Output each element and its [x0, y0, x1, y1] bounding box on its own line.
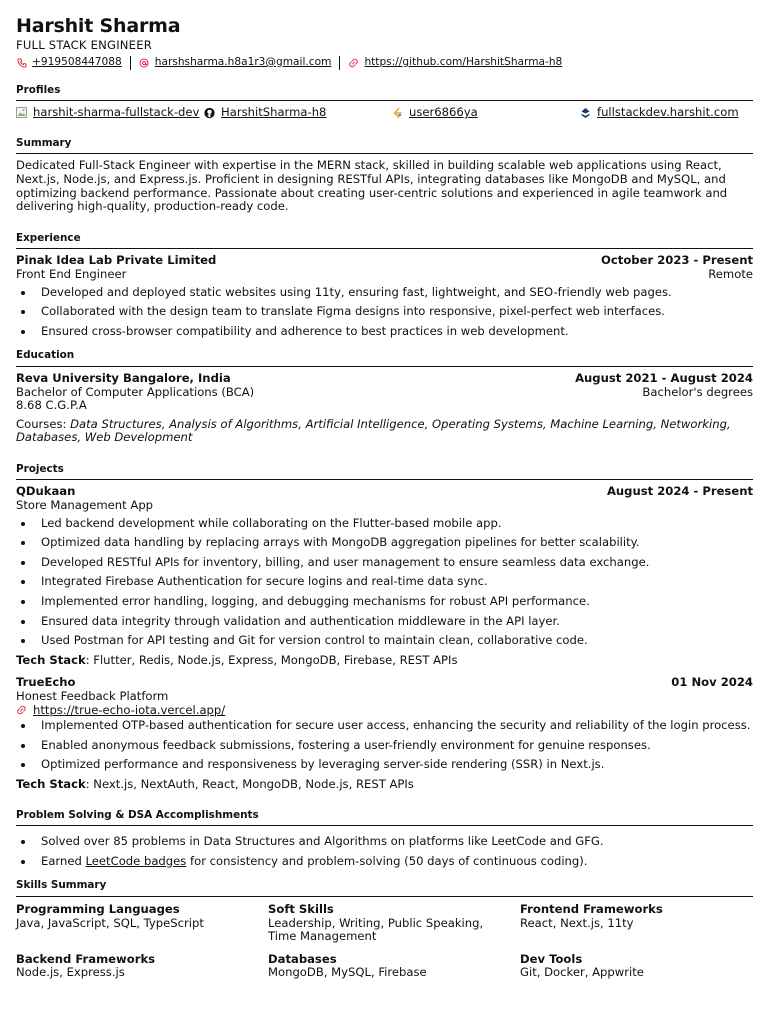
github-icon — [204, 107, 215, 118]
project-entry — [16, 676, 753, 791]
education-score: 8.68 C.G.P.A — [16, 398, 87, 413]
experience-dates: October 2023 - Present — [601, 253, 753, 268]
skill-group-value: Git, Docker, Appwrite — [520, 965, 644, 980]
phone-icon — [16, 57, 27, 68]
project-live-link[interactable]: https://true-echo-iota.vercel.app/ — [33, 702, 226, 717]
dsa-bullets — [16, 835, 753, 868]
link-icon — [348, 57, 359, 68]
project-subtitle: Honest Feedback Platform — [16, 689, 169, 703]
portfolio-icon — [580, 107, 591, 118]
dsa-section-title: Problem Solving & DSA Accomplishments — [16, 809, 753, 827]
project-bullets — [16, 517, 753, 648]
linkedin-broken-image-icon — [16, 107, 27, 118]
company-name: Pinak Idea Lab Private Limited — [16, 253, 217, 268]
summary-section-title: Summary — [16, 137, 753, 155]
portfolio-profile-link[interactable]: fullstackdev.harshit.com — [597, 105, 739, 120]
list-item — [16, 855, 753, 869]
education-courses — [16, 418, 753, 445]
contact-email[interactable] — [139, 56, 332, 70]
tech-stack-value: : Next.js, NextAuth, React, MongoDB, Node.js, REST APIs — [85, 776, 414, 791]
education-subheader — [16, 386, 753, 400]
skill-group-title: Soft Skills — [268, 901, 334, 916]
skill-group-title: Dev Tools — [520, 951, 583, 966]
email-link[interactable]: harshsharma.h8a1r3@gmail.com — [154, 55, 332, 68]
list-item: Implemented error handling, logging, and debugging mechanisms for robust API performance. — [16, 595, 753, 609]
profile-linkedin[interactable] — [16, 106, 204, 120]
profile-portfolio[interactable] — [580, 106, 753, 120]
project-bullets — [16, 719, 753, 772]
skill-group — [16, 953, 268, 980]
education-section-title: Education — [16, 349, 753, 367]
skill-group — [268, 903, 520, 944]
skill-group — [16, 903, 268, 944]
education-entry — [16, 372, 753, 445]
candidate-name: Harshit Sharma — [16, 15, 181, 37]
experience-bullets — [16, 286, 753, 339]
skill-group-title: Programming Languages — [16, 901, 180, 916]
project-entry — [16, 485, 753, 667]
list-item: Led backend development while collaborating on the Flutter-based mobile app. — [16, 517, 753, 531]
job-location: Remote — [708, 266, 753, 281]
link-icon — [16, 705, 27, 716]
education-dates: August 2021 - August 2024 — [575, 370, 753, 385]
contact-divider — [130, 56, 131, 70]
project-dates: 01 Nov 2024 — [671, 675, 753, 690]
tech-stack-value: : Flutter, Redis, Node.js, Express, MongoDB, Firebase, REST APIs — [85, 652, 458, 667]
job-title: Front End Engineer — [16, 266, 127, 281]
skill-group-title: Backend Frameworks — [16, 951, 156, 966]
school-name: Reva University Bangalore, India — [16, 370, 231, 385]
list-item: Ensured data integrity through validation and authentication middleware in the API layer. — [16, 615, 753, 629]
resume-page — [16, 14, 753, 980]
project-name: TrueEcho — [16, 675, 76, 690]
profiles-list — [16, 106, 753, 120]
profiles-section-title: Profiles — [16, 84, 753, 102]
leetcode-badges-link[interactable]: LeetCode badges — [85, 853, 187, 868]
skill-group-value: Leadership, Writing, Public Speaking, Time Management — [268, 915, 484, 944]
list-item: Developed RESTful APIs for inventory, billing, and user management to ensure seamless data exchange. — [16, 556, 753, 570]
leetcode-icon — [392, 107, 403, 118]
project-header — [16, 676, 753, 690]
website-link[interactable]: https://github.com/HarshitSharma-h8 — [364, 55, 563, 68]
contact-phone[interactable] — [16, 56, 122, 70]
dsa-bullet-suffix: for consistency and problem-solving (50 days of continuous coding). — [186, 853, 588, 868]
contact-website[interactable] — [348, 56, 562, 70]
skill-group-value: MongoDB, MySQL, Firebase — [268, 965, 427, 980]
phone-link[interactable]: +919508447088 — [32, 55, 122, 68]
list-item: Enabled anonymous feedback submissions, fostering a user-friendly environment for genuine responses. — [16, 739, 753, 753]
contact-divider — [339, 56, 340, 70]
skill-group — [268, 953, 520, 980]
list-item: Ensured cross-browser compatibility and adherence to best practices in web development. — [16, 325, 753, 339]
github-profile-link[interactable]: HarshitSharma-h8 — [221, 105, 327, 120]
project-name: QDukaan — [16, 484, 76, 499]
tech-stack-label: Tech Stack — [16, 652, 86, 667]
courses-list: Data Structures, Analysis of Algorithms, Artificial Intelligence, Operating Systems, Machine Learning, Networking, Databases, Web Development — [16, 416, 731, 445]
contact-bar — [16, 56, 753, 70]
project-header — [16, 485, 753, 499]
courses-label: Courses: — [16, 416, 71, 431]
list-item: Optimized data handling by replacing arrays with MongoDB aggregation pipelines for better scalability. — [16, 536, 753, 550]
skill-group — [520, 903, 753, 944]
project-link-row[interactable] — [16, 704, 753, 718]
project-tech-stack — [16, 778, 753, 792]
dsa-bullet-prefix: Earned — [41, 853, 86, 868]
summary-text: Dedicated Full-Stack Engineer with expertise in the MERN stack, skilled in building scalable web applications using React, Next.js, Node.js, and Express.js. Proficient in designing RESTful APIs, integrating databases like MongoDB and MySQL, and optimizing backend performance. Passionate about creating user-centric solutions and experienced in agile teamwork and delivering high-quality, production-ready code. — [16, 158, 728, 214]
linkedin-profile-link[interactable]: harshit-sharma-fullstack-dev — [33, 105, 200, 120]
list-item: Used Postman for API testing and Git for version control to maintain clean, collaborative code. — [16, 634, 753, 648]
projects-section-title: Projects — [16, 463, 753, 481]
at-sign-icon — [139, 57, 150, 68]
project-tech-stack — [16, 654, 753, 668]
experience-header — [16, 254, 753, 268]
skill-group-value: Java, JavaScript, SQL, TypeScript — [16, 915, 204, 930]
profile-github[interactable] — [204, 106, 392, 120]
project-dates: August 2024 - Present — [606, 484, 753, 499]
degree-level: Bachelor's degrees — [642, 384, 753, 399]
skill-group — [520, 953, 753, 980]
degree-name: Bachelor of Computer Applications (BCA) — [16, 384, 255, 399]
skills-section-title: Skills Summary — [16, 879, 753, 897]
list-item: Integrated Firebase Authentication for secure logins and real-time data sync. — [16, 575, 753, 589]
skill-group-title: Databases — [268, 951, 337, 966]
skills-grid — [16, 903, 753, 980]
list-item: Solved over 85 problems in Data Structures and Algorithms on platforms like LeetCode and GFG. — [16, 835, 753, 849]
project-subtitle: Store Management App — [16, 498, 154, 513]
skill-group-value: React, Next.js, 11ty — [520, 915, 634, 930]
list-item: Optimized performance and responsiveness by leveraging server-side rendering (SSR) in Next.js. — [16, 758, 753, 772]
education-header — [16, 372, 753, 386]
experience-entry — [16, 254, 753, 338]
candidate-role: FULL STACK ENGINEER — [16, 38, 152, 52]
tech-stack-label: Tech Stack — [16, 776, 86, 791]
list-item: Collaborated with the design team to translate Figma designs into responsive, pixel-perfect web interfaces. — [16, 305, 753, 319]
skill-group-title: Frontend Frameworks — [520, 901, 663, 916]
list-item: Implemented OTP-based authentication for secure user access, enhancing the security and reliability of the login process. — [16, 719, 753, 733]
experience-section-title: Experience — [16, 232, 753, 250]
profile-leetcode[interactable] — [392, 106, 580, 120]
experience-subheader — [16, 268, 753, 282]
leetcode-profile-link[interactable]: user6866ya — [409, 105, 478, 120]
list-item: Developed and deployed static websites using 11ty, ensuring fast, lightweight, and SEO-friendly web pages. — [16, 286, 753, 300]
skill-group-value: Node.js, Express.js — [16, 965, 125, 980]
